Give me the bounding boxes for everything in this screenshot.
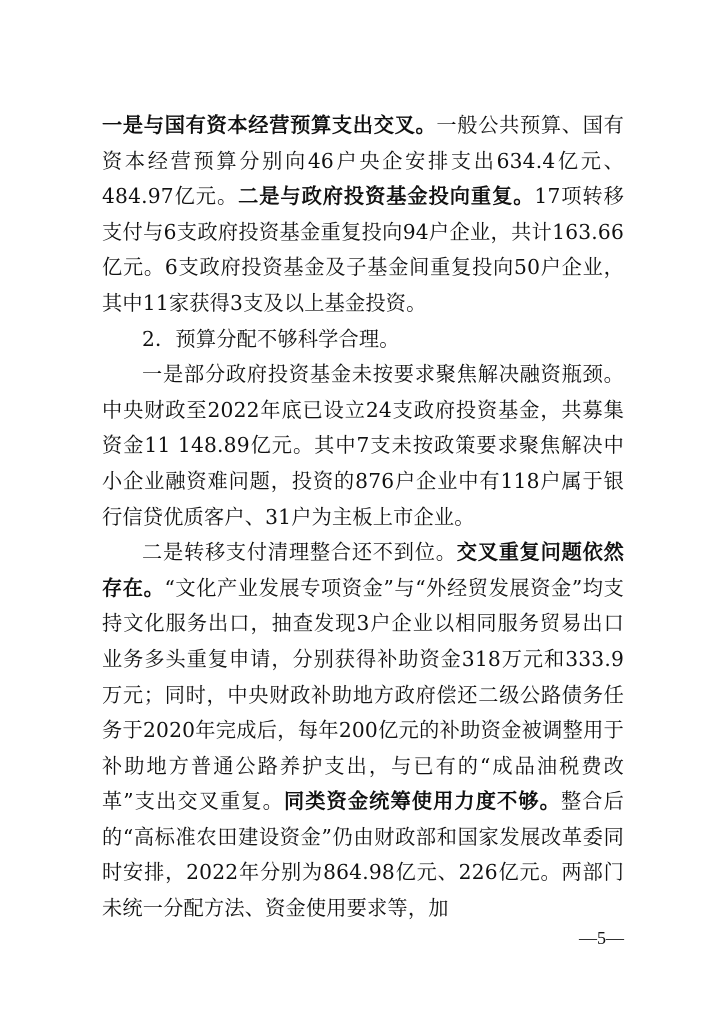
heading-cross-with-state-capital: 一是与国有资本经营预算支出交叉。 — [102, 113, 437, 137]
section-heading-text: 2．预算分配不够科学合理。 — [142, 326, 400, 351]
paragraph-text: 中央财政至2022年底已设立24支政府投资基金，共募集资金11 148.89亿元。其中7支未按政策要求聚焦解决中小企业融资难问题，投资的876户企业中有118户属于银行信贷优质客户、31户为主板上市企业。 — [102, 397, 624, 529]
paragraph-text: 整合后的“高标准农田建设资金”仍由财政部和国家发展改革委同时安排，2022年分别为864.98亿元、226亿元。两部门未统一分配方法、资金使用要求等，加 — [102, 789, 624, 921]
page-number: —5— — [579, 928, 624, 948]
paragraph-4 — [102, 535, 624, 927]
document-body — [102, 108, 624, 927]
paragraph-3 — [102, 357, 624, 535]
paragraph-1 — [102, 108, 624, 322]
paragraph-lead: 二是转移支付清理整合还不到位。 — [142, 540, 457, 565]
heading-cross-duplication: 交叉重复问题依然存在。 — [102, 540, 624, 600]
paragraph-text: 17项转移支付与6支政府投资基金重复投向94户企业，共计163.66亿元。6支政府投资基金及子基金间重复投向50户企业，其中11家获得3支及以上基金投资。 — [102, 184, 624, 315]
heading-insufficient-coordination: 同类资金统筹使用力度不够。 — [283, 789, 561, 814]
section-heading-budget-allocation — [102, 322, 624, 358]
paragraph-lead: 一是部分政府投资基金未按要求聚焦解决融资瓶颈。 — [142, 362, 624, 387]
heading-overlap-with-investment-funds: 二是与政府投资基金投向重复。 — [238, 184, 535, 209]
paragraph-text: “文化产业发展专项资金”与“外经贸发展资金”均支持文化服务出口，抽查发现3户企业以相同服务贸易出口业务多头重复申请，分别获得补助资金318万元和333.9万元；同时，中央财政补助地方政府偿还二级公路债务任务于2020年完成后，每年200亿元的补助资金被调整用于补助地方普通公路养护支出，与已有的“成品油税费改革”支出交叉重复。 — [102, 575, 624, 814]
paragraph-text: 一般公共预算、国有资本经营预算分别向46户央企安排支出634.4亿元、484.97亿元。 — [102, 113, 624, 209]
